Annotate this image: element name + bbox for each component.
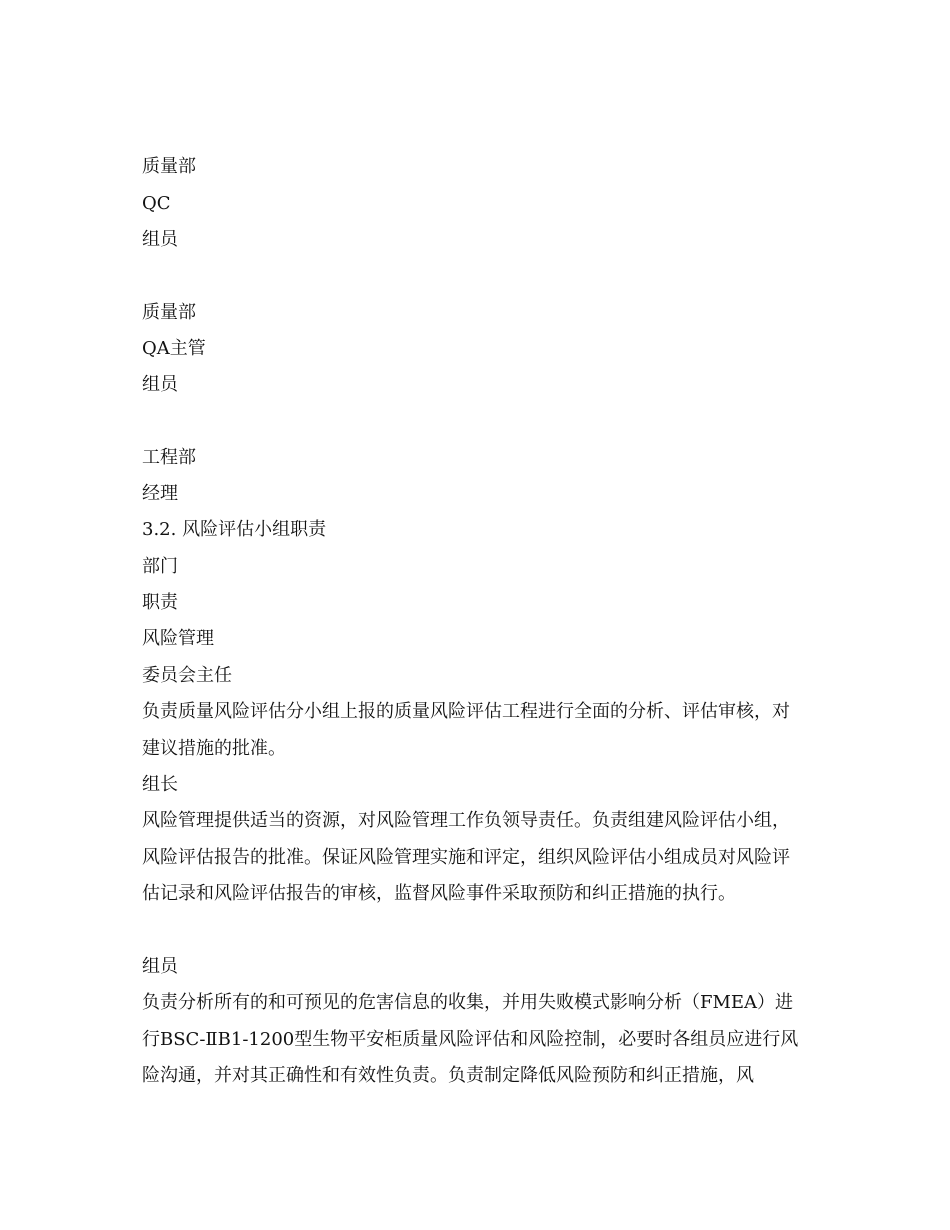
member-duty: 负责分析所有的和可预见的危害信息的收集，并用失败模式影响分析（FMEA）进行BSC-ⅡB1-1200型生物平安柜质量风险评估和风险控制，必要时各组员应进行风险沟通，并对其正确性和有效性负责。负责制定降低风险预防和纠正措施，风 xyxy=(142,992,799,1086)
table-header-duty: 职责 xyxy=(142,592,178,613)
team-role-3: 经理 xyxy=(142,483,178,504)
committee-title-line2: 委员会主任 xyxy=(142,665,232,686)
team-dept-2: 质量部 xyxy=(142,302,196,323)
committee-title-line1: 风险管理 xyxy=(142,628,214,649)
team-role-2: QA主管 xyxy=(142,338,206,359)
section-heading: 3.2. 风险评估小组职责 xyxy=(142,519,327,540)
team-position-2: 组员 xyxy=(142,374,178,395)
table-header-dept: 部门 xyxy=(142,556,178,577)
committee-duty: 负责质量风险评估分小组上报的质量风险评估工程进行全面的分析、评估审核，对建议措施的批准。 xyxy=(142,701,790,759)
team-position-1: 组员 xyxy=(142,229,178,250)
leader-duty: 风险管理提供适当的资源，对风险管理工作负领导责任。负责组建风险评估小组，风险评估报告的批准。保证风险管理实施和评定，组织风险评估小组成员对风险评估记录和风险评估报告的审核，监督风险事件采取预防和纠正措施的执行。 xyxy=(142,810,790,904)
team-dept-1: 质量部 xyxy=(142,156,196,177)
team-dept-3: 工程部 xyxy=(142,447,196,468)
leader-title: 组长 xyxy=(142,774,178,795)
member-title: 组员 xyxy=(142,956,178,977)
team-role-1: QC xyxy=(142,193,171,214)
